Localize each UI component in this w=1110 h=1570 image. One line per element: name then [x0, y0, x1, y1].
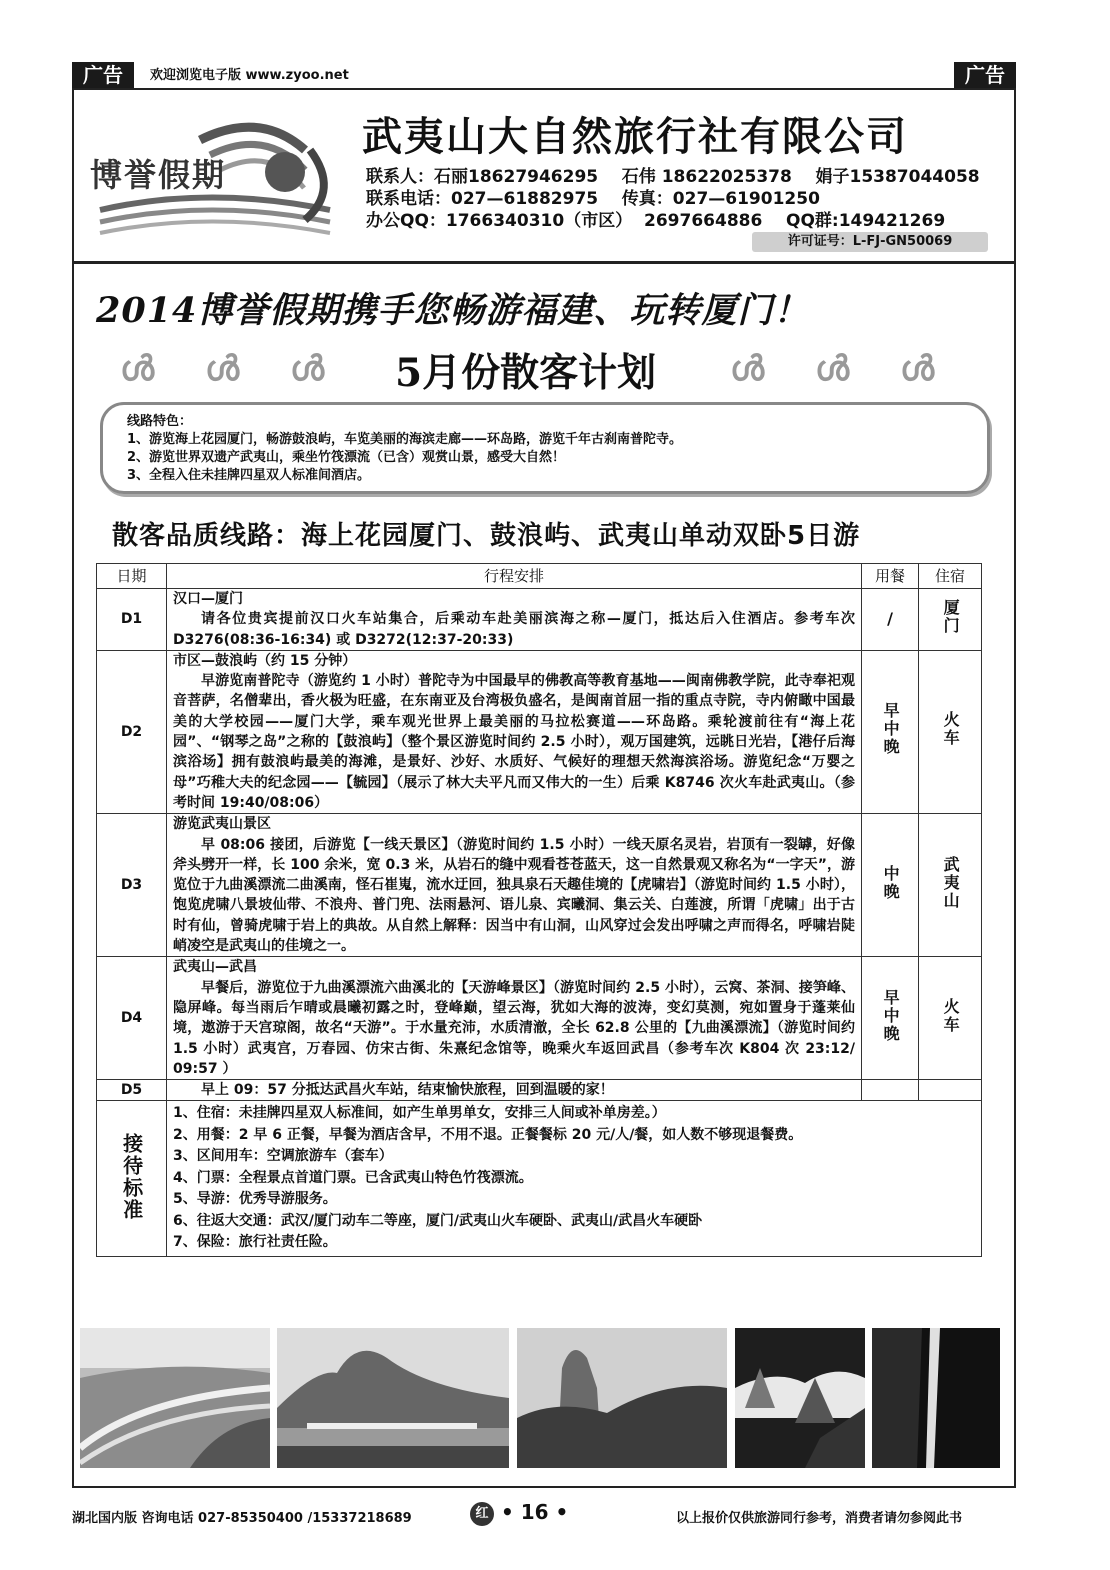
ornament-icon: ൾ: [815, 349, 850, 389]
plan-cell: [167, 589, 862, 651]
plan-cell: [167, 1080, 862, 1101]
stay-cell: [919, 1080, 982, 1101]
standard-item: 3、区间用车：空调旅游车（套车）: [173, 1148, 393, 1165]
photo-mountain-clouds: [735, 1328, 865, 1468]
day-cell: D4: [97, 957, 167, 1080]
standard-item: 7、保险：旅行社责任险。: [173, 1234, 337, 1251]
feature-item: 2、游览世界双遗产武夷山，乘坐竹筏漂流（已含）观赏山景，感受大自然！: [127, 450, 566, 465]
plan-cell: [167, 650, 862, 813]
standard-item: 2、用餐：2 早 6 正餐，早餐为酒店含早，不用不退。正餐餐标 20 元/人/餐，如人数不够现退餐费。: [173, 1126, 803, 1143]
photo-coastal-road: [80, 1328, 270, 1468]
table-row: [97, 589, 982, 651]
stay-cell: [919, 957, 982, 1080]
plan-body: 早餐后，游览位于九曲溪漂流六曲溪北的【天游峰景区】（游览时间约 2.5 小时），云窝、茶洞、接笋峰、隐屏峰。每当雨后乍晴或晨曦初露之时，登峰巅，望云海，犹如大海的波涛，变幻莫测，宛如置身于蓬莱仙境，遨游于天宫琼阁，故名“天游”。于水量充沛，水质清澈，全长 62.8 公里的【九曲溪漂流】（游览时间约 1.5 小时）武夷宫，万春园、仿宋古街、朱熹纪念馆等，晚乘火车返回武昌（参考车次 K804 次 23:12/ 09:57 ）: [173, 979, 855, 1077]
contact-phone: 联系电话：027—61882975 传真：027—61901250: [366, 189, 820, 209]
company-name: 武夷山大自然旅行社有限公司: [362, 114, 908, 160]
meal-value: 中晚: [881, 864, 901, 901]
photo-gulangyu: [277, 1328, 509, 1468]
stay-value: 火车: [941, 997, 961, 1034]
standard-item: 6、往返大交通：武汉/厦门动车二等座，厦门/武夷山火车硬卧、武夷山/武昌火车硬卧: [173, 1212, 703, 1229]
logo-text: 博誉假期: [90, 156, 227, 194]
stay-cell: [919, 650, 982, 813]
table-row: [97, 650, 982, 813]
plan-title: 市区—鼓浪屿（约 15 分钟）: [173, 652, 357, 669]
standard-item: 1、住宿：未挂牌四星双人标准间，如产生单男单女，安排三人间或补单房差。）: [173, 1105, 666, 1122]
meal-value: 早中晚: [881, 702, 901, 757]
ornament-icon: ൾ: [120, 349, 155, 389]
ornament-icon: ൾ: [730, 349, 765, 389]
header-stay: 住宿: [919, 564, 982, 589]
stay-value: 火车: [941, 711, 961, 748]
page-number-text: • 16 •: [500, 1500, 569, 1524]
stay-cell: [919, 814, 982, 957]
table-row: [97, 814, 982, 957]
meal-cell: [862, 1080, 919, 1101]
plan-title: 武夷山—武昌: [173, 959, 257, 976]
footer-disclaimer: 以上报价仅供旅游同行参考，消费者请勿参阅此书: [676, 1511, 963, 1526]
feature-item: 3、全程入住未挂牌四星双人标准间酒店。: [127, 468, 371, 483]
headline: 2014博誉假期携手您畅游福建、玩转厦门！: [96, 290, 810, 331]
plan-body: 请各位贵宾提前汉口火车站集合，后乘动车赴美丽滨海之称—厦门，抵达后入住酒店。参考车次 D3276(08:36-16:34) 或 D3272(12:37-20:33): [173, 611, 855, 648]
photo-wuyi-rocks: [517, 1328, 727, 1468]
page-number: [470, 1500, 568, 1526]
table-header-row: [97, 564, 982, 589]
header-plan: 行程安排: [167, 564, 862, 589]
contact-persons: 联系人：石丽18627946295 石伟 18622025378 娟子15387044058: [366, 167, 980, 187]
company-logo: [90, 110, 340, 250]
standards-label: 接待标准: [119, 1133, 144, 1222]
day-cell: D2: [97, 650, 167, 813]
ornament-icon: ൾ: [205, 349, 240, 389]
day-cell: D1: [97, 589, 167, 651]
itinerary-table: [96, 563, 982, 1257]
standard-item: 5、导游：优秀导游服务。: [173, 1191, 337, 1208]
meal-cell: [862, 650, 919, 813]
route-title: 散客品质线路：海上花园厦门、鼓浪屿、武夷山单动双卧5日游: [112, 521, 861, 551]
contact-qq: 办公QQ：1766340310（市区） 2697664886 QQ群:149421269: [366, 211, 946, 231]
plan-body: 早游览南普陀寺（游览约 1 小时）普陀寺为中国最早的佛教高等教育基地——闽南佛教学院，此寺奉祀观音菩萨，名僧辈出，香火极为旺盛，在东南亚及台湾极负盛名，是闽南首屈一指的重点寺院，寺内俯瞰中国最美的大学校园——厦门大学，乘车观光世界上最美丽的马拉松赛道——环岛路。乘轮渡前往有“海上花园”、“钢琴之岛”之称的【鼓浪屿】（整个景区游览时间约 2.5 小时），观万国建筑，远眺日光岩，【港仔后海滨浴场】拥有鼓浪屿最美的海滩，是景好、沙好、水质好、气候好的理想天然海滨浴场。游览纪念“万婴之母”巧稚大夫的纪念园——【毓园】（展示了林大夫平凡而又伟大的一生）后乘 K8746 次火车赴武夷山。（参考时间 19:40/08:06）: [173, 673, 855, 811]
plan-body: 早 08:06 接团，后游览【一线天景区】（游览时间约 1.5 小时）一线天原名灵岩，岩顶有一裂罅，好像斧头劈开一样，长 100 余米，宽 0.3 米，从岩石的缝中观看苍苍蓝天，这一自然景观又称名为“一字天”，游览位于九曲溪漂流二曲溪南，怪石崔嵬，流水迂回，独具泉石天趣佳境的【虎啸岩】（游览时间约 1.5 小时），饱览虎啸八景坡仙带、不浪舟、普门兜、法雨悬河、语儿泉、宾曦洞、集云关、白莲渡，所谓「虎啸」出于古时有仙，曾骑虎啸于岩上的典故。从自然上解释：因当中有山洞，山风穿过会发出呼啸之声而得名，呼啸岩陡峭凌空是武夷山的佳境之一。: [173, 836, 855, 955]
standards-row: [97, 1101, 982, 1257]
stay-cell: [919, 589, 982, 651]
table-row: [97, 957, 982, 1080]
ornament-icon: ൾ: [900, 349, 935, 389]
license-badge: 许可证号：L-FJ-GN50069: [752, 232, 988, 252]
standard-item: 4、门票：全程景点首道门票。已含武夷山特色竹筏漂流。: [173, 1169, 533, 1186]
plan-body: 早上 09：57 分抵达武昌火车站，结束愉快旅程，回到温暖的家！: [201, 1082, 614, 1099]
red-badge-icon: 红: [470, 1502, 494, 1526]
plan-subtitle: 5月份散客计划: [395, 350, 657, 396]
meal-cell: [862, 589, 919, 651]
plan-cell: [167, 957, 862, 1080]
ornament-icon: ൾ: [290, 349, 325, 389]
plan-cell: [167, 814, 862, 957]
header-meal: 用餐: [862, 564, 919, 589]
features-title: 线路特色：: [127, 414, 193, 429]
ad-tag-right: 广告: [954, 62, 1016, 88]
standards-list: [167, 1101, 982, 1257]
standards-label-cell: [97, 1101, 167, 1257]
route-features: [100, 402, 990, 494]
header-day: 日期: [97, 564, 167, 589]
meal-cell: [862, 957, 919, 1080]
stay-value: 武夷山: [941, 855, 961, 910]
welcome-url[interactable]: 欢迎浏览电子版 www.zyoo.net: [150, 68, 349, 83]
table-row: [97, 1080, 982, 1101]
footer-edition: 湖北国内版 咨询电话 027-85350400 /15337218689: [72, 1511, 412, 1526]
meal-cell: [862, 814, 919, 957]
meal-value: 早中晚: [881, 988, 901, 1043]
photo-yixiantian: [872, 1328, 1000, 1468]
ad-tag-left: 广告: [72, 62, 134, 88]
stay-value: 厦门: [941, 598, 961, 635]
header-divider: [72, 261, 1016, 264]
day-cell: D5: [97, 1080, 167, 1101]
meal-value: /: [887, 609, 893, 629]
plan-title: 汉口—厦门: [173, 591, 243, 607]
feature-item: 1、游览海上花园厦门，畅游鼓浪屿，车览美丽的海滨走廊——环岛路，游览千年古刹南普陀寺。: [127, 432, 683, 447]
plan-title: 游览武夷山景区: [173, 816, 271, 833]
day-cell: D3: [97, 814, 167, 957]
